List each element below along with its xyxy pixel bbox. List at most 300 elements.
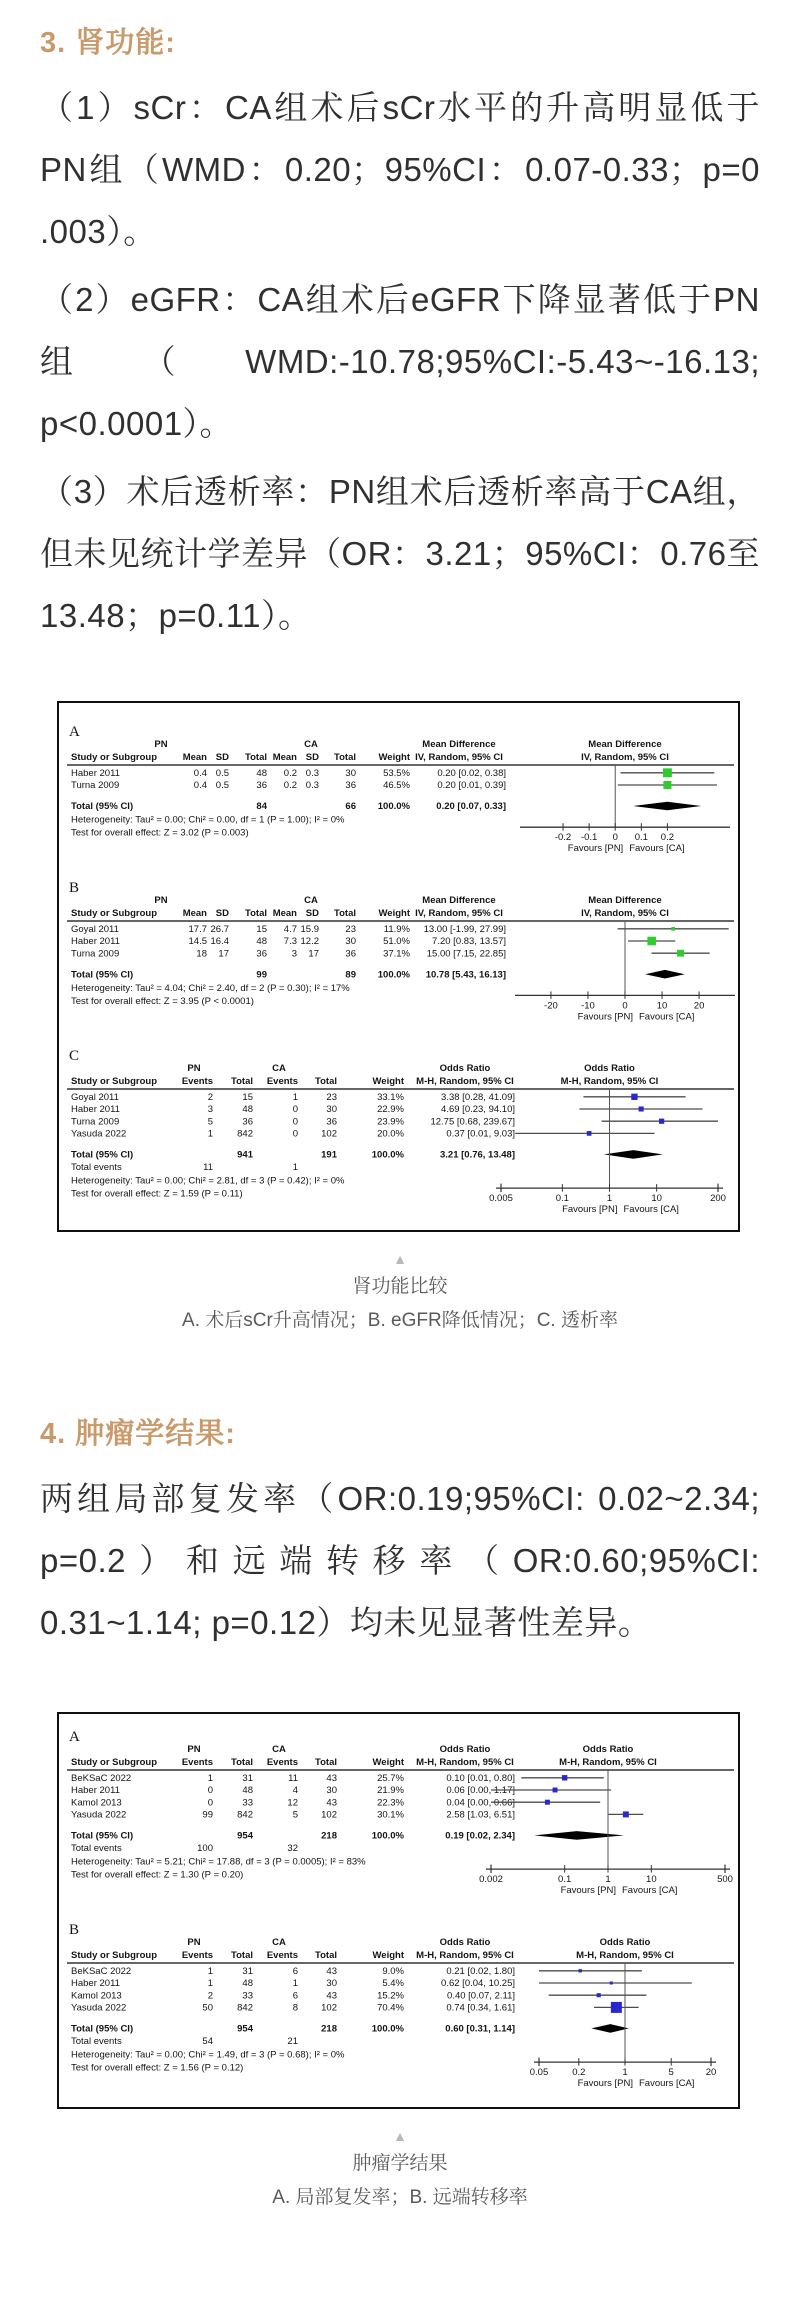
axis-tick-label: 1 (606, 1193, 613, 1205)
effect-header: Mean Difference (422, 895, 496, 906)
cell-value: 33.1% (377, 1092, 404, 1103)
kidney-figure-caption (40, 1248, 760, 1337)
forest-section-C (61, 1045, 738, 1221)
plot-header: Mean Difference (588, 739, 662, 750)
forest-row (71, 1773, 604, 1784)
effect-subheader: M-H, Random, 95% CI (416, 1950, 514, 1961)
total-diamond (591, 2024, 628, 2033)
study-name: Haber 2011 (71, 1104, 120, 1116)
effect-marker (553, 1788, 558, 1793)
cell-value: 37.1% (383, 948, 410, 960)
axis-tick-label: 500 (717, 1874, 733, 1886)
axis-tick-label: -10 (581, 1000, 595, 1012)
total-diamond (633, 802, 701, 811)
favours-right-label: Favours [CA] (639, 1011, 695, 1023)
ci-text: 0.21 [0.02, 1.80] (446, 1966, 515, 1977)
cell-value: 70.4% (377, 2002, 404, 2014)
cell-value: 22.3% (377, 1797, 404, 1809)
total-events-2: 32 (287, 1843, 298, 1855)
column-header: Total (315, 1076, 337, 1087)
cell-value: 43 (326, 1773, 337, 1784)
axis-tick-label: 0.005 (489, 1193, 513, 1205)
cell-value: 4.7 (283, 924, 297, 935)
cell-value: 14.5 (188, 936, 207, 948)
favours-right-label: Favours [CA] (623, 1204, 679, 1216)
study-name: Kamol 2013 (71, 1990, 122, 2002)
total-ci-text: 0.19 [0.02, 2.34] (445, 1830, 515, 1842)
cell-value: 36 (345, 780, 356, 792)
effect-marker (587, 1131, 592, 1136)
column-header: Weight (378, 752, 410, 763)
column-header: Study or Subgroup (71, 1950, 158, 1961)
axis-tick-label: 0 (612, 832, 618, 844)
cell-value: 48 (242, 1104, 253, 1116)
heterogeneity-text: Heterogeneity: Tau² = 0.00; Chi² = 2.81, df = 3 (P = 0.42); I² = 0% (71, 1175, 345, 1187)
cell-value: 48 (256, 936, 267, 948)
cell-value: 842 (237, 1128, 253, 1140)
section-4-heading: 4. 肿瘤学结果: (40, 1418, 236, 1450)
section-label: C (69, 1048, 80, 1064)
total-ci-text: 0.60 [0.31, 1.14] (445, 2023, 515, 2035)
total-n1: 99 (256, 969, 267, 981)
ci-text: 0.06 [0.00, 1.17] (446, 1785, 515, 1797)
axis-tick-label: 10 (651, 1193, 662, 1205)
cell-value: 9.0% (382, 1966, 404, 1977)
cell-value: 12 (287, 1797, 298, 1809)
ci-text: 0.04 [0.00, 0.66] (446, 1797, 515, 1809)
plot-header: Odds Ratio (582, 1744, 634, 1755)
section-label: B (69, 1922, 80, 1938)
oncology-figure-caption (40, 2125, 760, 2214)
kidney-caption-title: 肾功能比较 (352, 1276, 448, 1297)
overall-test-text: Test for overall effect: Z = 1.56 (P = 0.12) (71, 2062, 244, 2074)
cell-value: 0.3 (305, 780, 319, 792)
ci-text: 3.38 [0.28, 41.09] (441, 1092, 515, 1103)
effect-marker (671, 927, 675, 931)
column-header: Events (181, 1757, 213, 1768)
cell-value: 5.4% (382, 1978, 404, 1990)
cell-value: 30 (326, 1978, 337, 1990)
axis-tick-label: 5 (668, 2067, 674, 2079)
column-header: SD (215, 752, 229, 763)
cell-value: 51.0% (383, 936, 410, 948)
total-diamond (534, 1831, 624, 1840)
forest-row (71, 1966, 642, 1977)
study-name: Turna 2009 (71, 948, 120, 960)
kidney-paragraph-dialysis: （3）术后透析率：PN组术后透析率高于CA组，但未见统计学差异（OR：3.21；95%CI：0.76至13.48；p=0.11）。 (40, 473, 761, 634)
group1-header: PN (187, 1937, 201, 1948)
kidney-paragraph-scr: （1）sCr：CA组术后sCr水平的升高明显低于PN组（WMD：0.20；95%CI：0.07-0.33；p=0 .003）。 (40, 89, 760, 250)
study-name: Yasuda 2022 (71, 1809, 127, 1821)
axis-tick-label: 0 (622, 1000, 628, 1012)
study-name: Haber 2011 (71, 1785, 120, 1797)
total-events-label: Total events (71, 2036, 122, 2048)
cell-value: 0 (292, 1128, 298, 1140)
forest-row (71, 1116, 718, 1127)
axis-tick-label: -0.1 (580, 832, 598, 844)
cell-value: 53.5% (383, 768, 410, 779)
cell-value: 20.0% (377, 1128, 404, 1140)
total-n1: 954 (237, 1830, 253, 1842)
effect-marker (579, 1969, 582, 1972)
column-header: Weight (372, 1757, 404, 1768)
group2-header: CA (304, 895, 318, 906)
kidney-caption-subtitle: A. 术后sCr升高情况；B. eGFR降低情况；C. 透析率 (182, 1310, 618, 1331)
total-n1: 954 (237, 2023, 253, 2035)
cell-value: 33 (242, 1990, 253, 2002)
total-events-label: Total events (71, 1162, 122, 1174)
cell-value: 102 (321, 1809, 337, 1821)
favours-left-label: Favours [PN] (560, 1885, 616, 1897)
axis-tick-label: 0.05 (529, 2067, 549, 2079)
forest-row (71, 924, 729, 935)
forest-row (71, 1797, 600, 1808)
group1-header: PN (187, 1744, 201, 1755)
cell-value: 2 (207, 1092, 213, 1103)
cell-value: 31 (242, 1773, 253, 1784)
effect-subheader: IV, Random, 95% CI (415, 752, 503, 763)
overall-test-text: Test for overall effect: Z = 3.95 (P < 0.0001) (71, 995, 254, 1007)
cell-value: 17.7 (188, 924, 207, 935)
plot-subheader: IV, Random, 95% CI (581, 908, 669, 919)
favours-right-label: Favours [CA] (622, 1885, 678, 1897)
cell-value: 5 (207, 1116, 213, 1128)
forest-row (71, 1978, 692, 1989)
cell-value: 8 (292, 2002, 298, 2014)
total-events-label: Total events (71, 1843, 122, 1855)
total-n2: 89 (345, 969, 356, 981)
cell-value: 36 (326, 1116, 337, 1128)
ci-text: 7.20 [0.83, 13.57] (432, 936, 506, 948)
column-header: Weight (378, 908, 410, 919)
effect-header: Mean Difference (422, 739, 496, 750)
plot-subheader: M-H, Random, 95% CI (559, 1757, 657, 1768)
column-header: SD (215, 908, 229, 919)
cell-value: 0.5 (215, 780, 229, 792)
group1-header: PN (154, 895, 168, 906)
cell-value: 33 (242, 1797, 253, 1809)
overall-test-text: Test for overall effect: Z = 1.30 (P = 0.20) (71, 1869, 244, 1881)
cell-value: 15.9 (300, 924, 319, 935)
cell-value: 30 (326, 1104, 337, 1116)
cell-value: 0.2 (283, 768, 297, 779)
study-name: Goyal 2011 (71, 1092, 119, 1103)
cell-value: 7.3 (283, 936, 297, 948)
section-label: A (69, 724, 80, 740)
cell-value: 3 (207, 1104, 213, 1116)
plot-subheader: M-H, Random, 95% CI (560, 1076, 659, 1087)
forest-row (71, 768, 714, 779)
cell-value: 0.4 (193, 768, 207, 779)
section-3-heading: 3. 肾功能: (40, 27, 176, 59)
cell-value: 15.2% (377, 1990, 404, 2002)
ci-text: 4.69 [0.23, 94.10] (441, 1104, 515, 1116)
column-header: Total (231, 1757, 253, 1768)
kidney-paragraph-egfr: （2）eGFR：CA组术后eGFR下降显著低于PN组（WMD:-10.78;95%CI:-5.43~-16.13; p<0.0001）。 (40, 281, 760, 442)
forest-row (71, 936, 675, 947)
cell-value: 0.5 (215, 768, 229, 779)
column-header: Total (245, 908, 267, 919)
ci-text: 0.37 [0.01, 9.03] (446, 1128, 515, 1140)
axis-tick-label: 200 (710, 1193, 726, 1205)
cell-value: 102 (321, 1128, 337, 1140)
effect-header: Odds Ratio (439, 1937, 491, 1948)
cell-value: 1 (207, 1978, 213, 1990)
study-name: BeKSaC 2022 (71, 1966, 132, 1977)
forest-section-A (61, 721, 738, 860)
ci-text: 0.10 [0.01, 0.80] (446, 1773, 515, 1784)
group2-header: CA (272, 1063, 286, 1074)
total-n2: 66 (345, 801, 356, 813)
cell-value: 30 (326, 1785, 337, 1797)
forest-row (71, 1810, 643, 1821)
cell-value: 36 (345, 948, 356, 960)
column-header: Total (245, 752, 267, 763)
section-label: A (69, 1729, 80, 1745)
total-n1: 941 (237, 1149, 253, 1161)
cell-value: 43 (326, 1797, 337, 1809)
cell-value: 43 (326, 1990, 337, 2002)
cell-value: 102 (321, 2002, 337, 2014)
study-name: Haber 2011 (71, 1978, 120, 1990)
column-header: Study or Subgroup (71, 752, 158, 763)
cell-value: 25.7% (377, 1773, 404, 1784)
total-weight: 100.0% (371, 1830, 404, 1842)
effect-marker (545, 1800, 550, 1805)
cell-value: 1 (207, 1966, 213, 1977)
cell-value: 36 (256, 780, 267, 792)
cell-value: 23 (326, 1092, 337, 1103)
study-name: Haber 2011 (71, 768, 120, 779)
column-header: Total (315, 1757, 337, 1768)
column-header: Mean (272, 752, 297, 763)
cell-value: 6 (292, 1966, 298, 1977)
effect-marker (610, 1982, 613, 1985)
collapse-triangle-icon: ▲ (393, 1251, 407, 1267)
forest-section-B (61, 1919, 738, 2095)
cell-value: 48 (256, 768, 267, 779)
oncology-paragraph: 两组局部复发率（OR:0.19;95%CI: 0.02~2.34; p=0.2）和远端转移率（OR:0.60;95%CI: 0.31~1.14; p=0.12）均未见显著性差异。 (40, 1480, 760, 1641)
figure-oncology-forest[interactable] (57, 1712, 740, 2109)
effect-marker (677, 950, 684, 957)
total-weight: 100.0% (377, 969, 410, 981)
effect-marker (647, 937, 656, 946)
total-label: Total (95% CI) (71, 801, 134, 813)
forest-row (71, 780, 717, 791)
axis-tick-label: 0.2 (572, 2067, 586, 2079)
column-header: Total (231, 1950, 253, 1961)
study-name: Yasuda 2022 (71, 1128, 127, 1140)
axis-tick-label: 20 (693, 1000, 705, 1012)
cell-value: 1 (207, 1773, 213, 1784)
plot-header: Odds Ratio (599, 1937, 651, 1948)
favours-left-label: Favours [PN] (577, 1011, 633, 1023)
study-name: Kamol 2013 (71, 1797, 122, 1809)
favours-left-label: Favours [PN] (577, 2078, 633, 2090)
effect-header: Odds Ratio (439, 1063, 491, 1074)
total-diamond (604, 1150, 663, 1159)
cell-value: 30 (345, 768, 356, 779)
column-header: SD (305, 908, 319, 919)
axis-tick-label: 0.002 (479, 1874, 503, 1886)
cell-value: 99 (202, 1809, 213, 1821)
group2-header: CA (304, 739, 318, 750)
forest-row (71, 1129, 655, 1140)
effect-marker (663, 781, 671, 789)
cell-value: 36 (256, 948, 267, 960)
effect-marker (597, 1993, 601, 1997)
figure-kidney-function-forest[interactable] (57, 701, 740, 1232)
column-header: Weight (372, 1950, 404, 1961)
column-header: Total (231, 1076, 253, 1087)
cell-value: 36 (242, 1116, 253, 1128)
total-label: Total (95% CI) (71, 2023, 134, 2035)
cell-value: 0.3 (305, 768, 319, 779)
effect-marker (639, 1106, 644, 1111)
axis-tick-label: 10 (646, 1874, 657, 1886)
cell-value: 2 (207, 1990, 213, 2002)
column-header: Mean (182, 908, 207, 919)
axis-tick-label: 20 (705, 2067, 717, 2079)
cell-value: 12.2 (300, 936, 319, 948)
cell-value: 30 (345, 936, 356, 948)
total-weight: 100.0% (371, 2023, 404, 2035)
column-header: Study or Subgroup (71, 1076, 158, 1087)
total-weight: 100.0% (371, 1149, 404, 1161)
total-ci-text: 10.78 [5.43, 16.13] (425, 969, 506, 981)
cell-value: 0.2 (283, 780, 297, 792)
effect-marker (663, 768, 672, 777)
cell-value: 22.9% (377, 1104, 404, 1116)
column-header: Events (266, 1950, 298, 1961)
plot-header: Odds Ratio (584, 1063, 635, 1074)
total-events-1: 100 (197, 1843, 213, 1855)
group1-header: PN (154, 739, 168, 750)
plot-subheader: IV, Random, 95% CI (581, 752, 669, 763)
oncology-caption-subtitle: A. 局部复发率；B. 远端转移率 (272, 2187, 528, 2208)
cell-value: 17 (218, 948, 229, 960)
cell-value: 48 (242, 1978, 253, 1990)
cell-value: 0 (207, 1785, 213, 1797)
heterogeneity-text: Heterogeneity: Tau² = 5.21; Chi² = 17.88, df = 3 (P = 0.0005); I² = 83% (71, 1856, 366, 1868)
group2-header: CA (272, 1744, 286, 1755)
forest-row (71, 1092, 686, 1103)
axis-tick-label: 10 (656, 1000, 668, 1012)
total-n2: 191 (321, 1149, 337, 1161)
column-header: Total (334, 752, 356, 763)
heterogeneity-text: Heterogeneity: Tau² = 0.00; Chi² = 1.49, df = 3 (P = 0.68); I² = 0% (71, 2049, 345, 2061)
cell-value: 43 (326, 1966, 337, 1977)
overall-test-text: Test for overall effect: Z = 3.02 (P = 0.003) (71, 827, 249, 839)
study-name: Goyal 2011 (71, 924, 119, 935)
total-ci-text: 3.21 [0.76, 13.48] (440, 1149, 515, 1161)
total-n1: 84 (256, 801, 267, 813)
effect-subheader: IV, Random, 95% CI (415, 908, 503, 919)
axis-tick-label: 1 (605, 1874, 611, 1886)
axis-tick-label: -20 (544, 1000, 558, 1012)
ci-text: 0.40 [0.07, 2.11] (447, 1990, 515, 2002)
forest-row (71, 2002, 639, 2014)
total-label: Total (95% CI) (71, 1830, 134, 1842)
total-ci-text: 0.20 [0.07, 0.33] (436, 801, 506, 813)
ci-text: 12.75 [0.68, 239.67] (430, 1116, 515, 1128)
study-name: Yasuda 2022 (71, 2002, 127, 2014)
column-header: Events (266, 1076, 298, 1087)
cell-value: 5 (292, 1809, 298, 1821)
effect-subheader: M-H, Random, 95% CI (416, 1757, 514, 1768)
total-label: Total (95% CI) (71, 969, 134, 981)
forest-section-A (61, 1726, 738, 1902)
cell-value: 842 (237, 2002, 253, 2014)
favours-left-label: Favours [PN] (567, 843, 624, 855)
ci-text: 13.00 [-1.99, 27.99] (423, 924, 506, 935)
study-name: Turna 2009 (71, 1116, 120, 1128)
forest-row (71, 1104, 703, 1115)
cell-value: 0 (292, 1104, 298, 1116)
cell-value: 30.1% (377, 1809, 404, 1821)
forest-row (71, 1785, 611, 1796)
effect-marker (631, 1094, 637, 1100)
favours-right-label: Favours [CA] (629, 843, 685, 855)
cell-value: 18 (196, 948, 207, 960)
effect-marker (623, 1811, 629, 1817)
column-header: SD (305, 752, 319, 763)
cell-value: 15 (256, 924, 267, 935)
ci-text: 0.74 [0.34, 1.61] (446, 2002, 515, 2014)
cell-value: 46.5% (383, 780, 410, 792)
cell-value: 23 (345, 924, 356, 935)
cell-value: 21.9% (377, 1785, 404, 1797)
cell-value: 17 (308, 948, 319, 960)
cell-value: 842 (237, 1809, 253, 1821)
cell-value: 1 (292, 1092, 298, 1103)
axis-tick-label: -0.2 (554, 832, 572, 844)
column-header: Events (181, 1076, 213, 1087)
cell-value: 15 (242, 1092, 253, 1103)
group2-header: CA (272, 1937, 286, 1948)
cell-value: 1 (292, 1978, 298, 1990)
effect-marker (562, 1775, 567, 1780)
heterogeneity-text: Heterogeneity: Tau² = 0.00; Chi² = 0.00, df = 1 (P = 1.00); I² = 0% (71, 814, 345, 826)
column-header: Events (266, 1757, 298, 1768)
effect-marker (611, 2002, 622, 2013)
oncology-caption-title: 肿瘤学结果 (352, 2153, 448, 2174)
effect-header: Odds Ratio (439, 1744, 491, 1755)
cell-value: 23.9% (377, 1116, 404, 1128)
ci-text: 0.20 [0.02, 0.38] (437, 768, 506, 779)
section-label: B (69, 880, 80, 896)
axis-tick-label: 0.1 (634, 832, 648, 844)
total-label: Total (95% CI) (71, 1149, 134, 1161)
total-events-1: 11 (203, 1162, 213, 1174)
ci-text: 0.62 [0.04, 10.25] (441, 1978, 515, 1990)
favours-right-label: Favours [CA] (639, 2078, 695, 2090)
study-name: Haber 2011 (71, 936, 120, 948)
column-header: Events (181, 1950, 213, 1961)
cell-value: 1 (207, 1128, 213, 1140)
axis-tick-label: 0.1 (558, 1874, 572, 1886)
total-events-2: 1 (292, 1162, 298, 1174)
heterogeneity-text: Heterogeneity: Tau² = 4.04; Chi² = 2.40, df = 2 (P = 0.30); I² = 17% (71, 982, 350, 994)
forest-row (71, 1990, 646, 2001)
cell-value: 50 (202, 2002, 213, 2014)
total-events-2: 21 (287, 2036, 298, 2048)
total-n2: 218 (321, 2023, 337, 2035)
column-header: Mean (272, 908, 297, 919)
cell-value: 26.7 (210, 924, 229, 935)
plot-subheader: M-H, Random, 95% CI (576, 1950, 674, 1961)
axis-tick-label: 0.1 (555, 1193, 569, 1205)
